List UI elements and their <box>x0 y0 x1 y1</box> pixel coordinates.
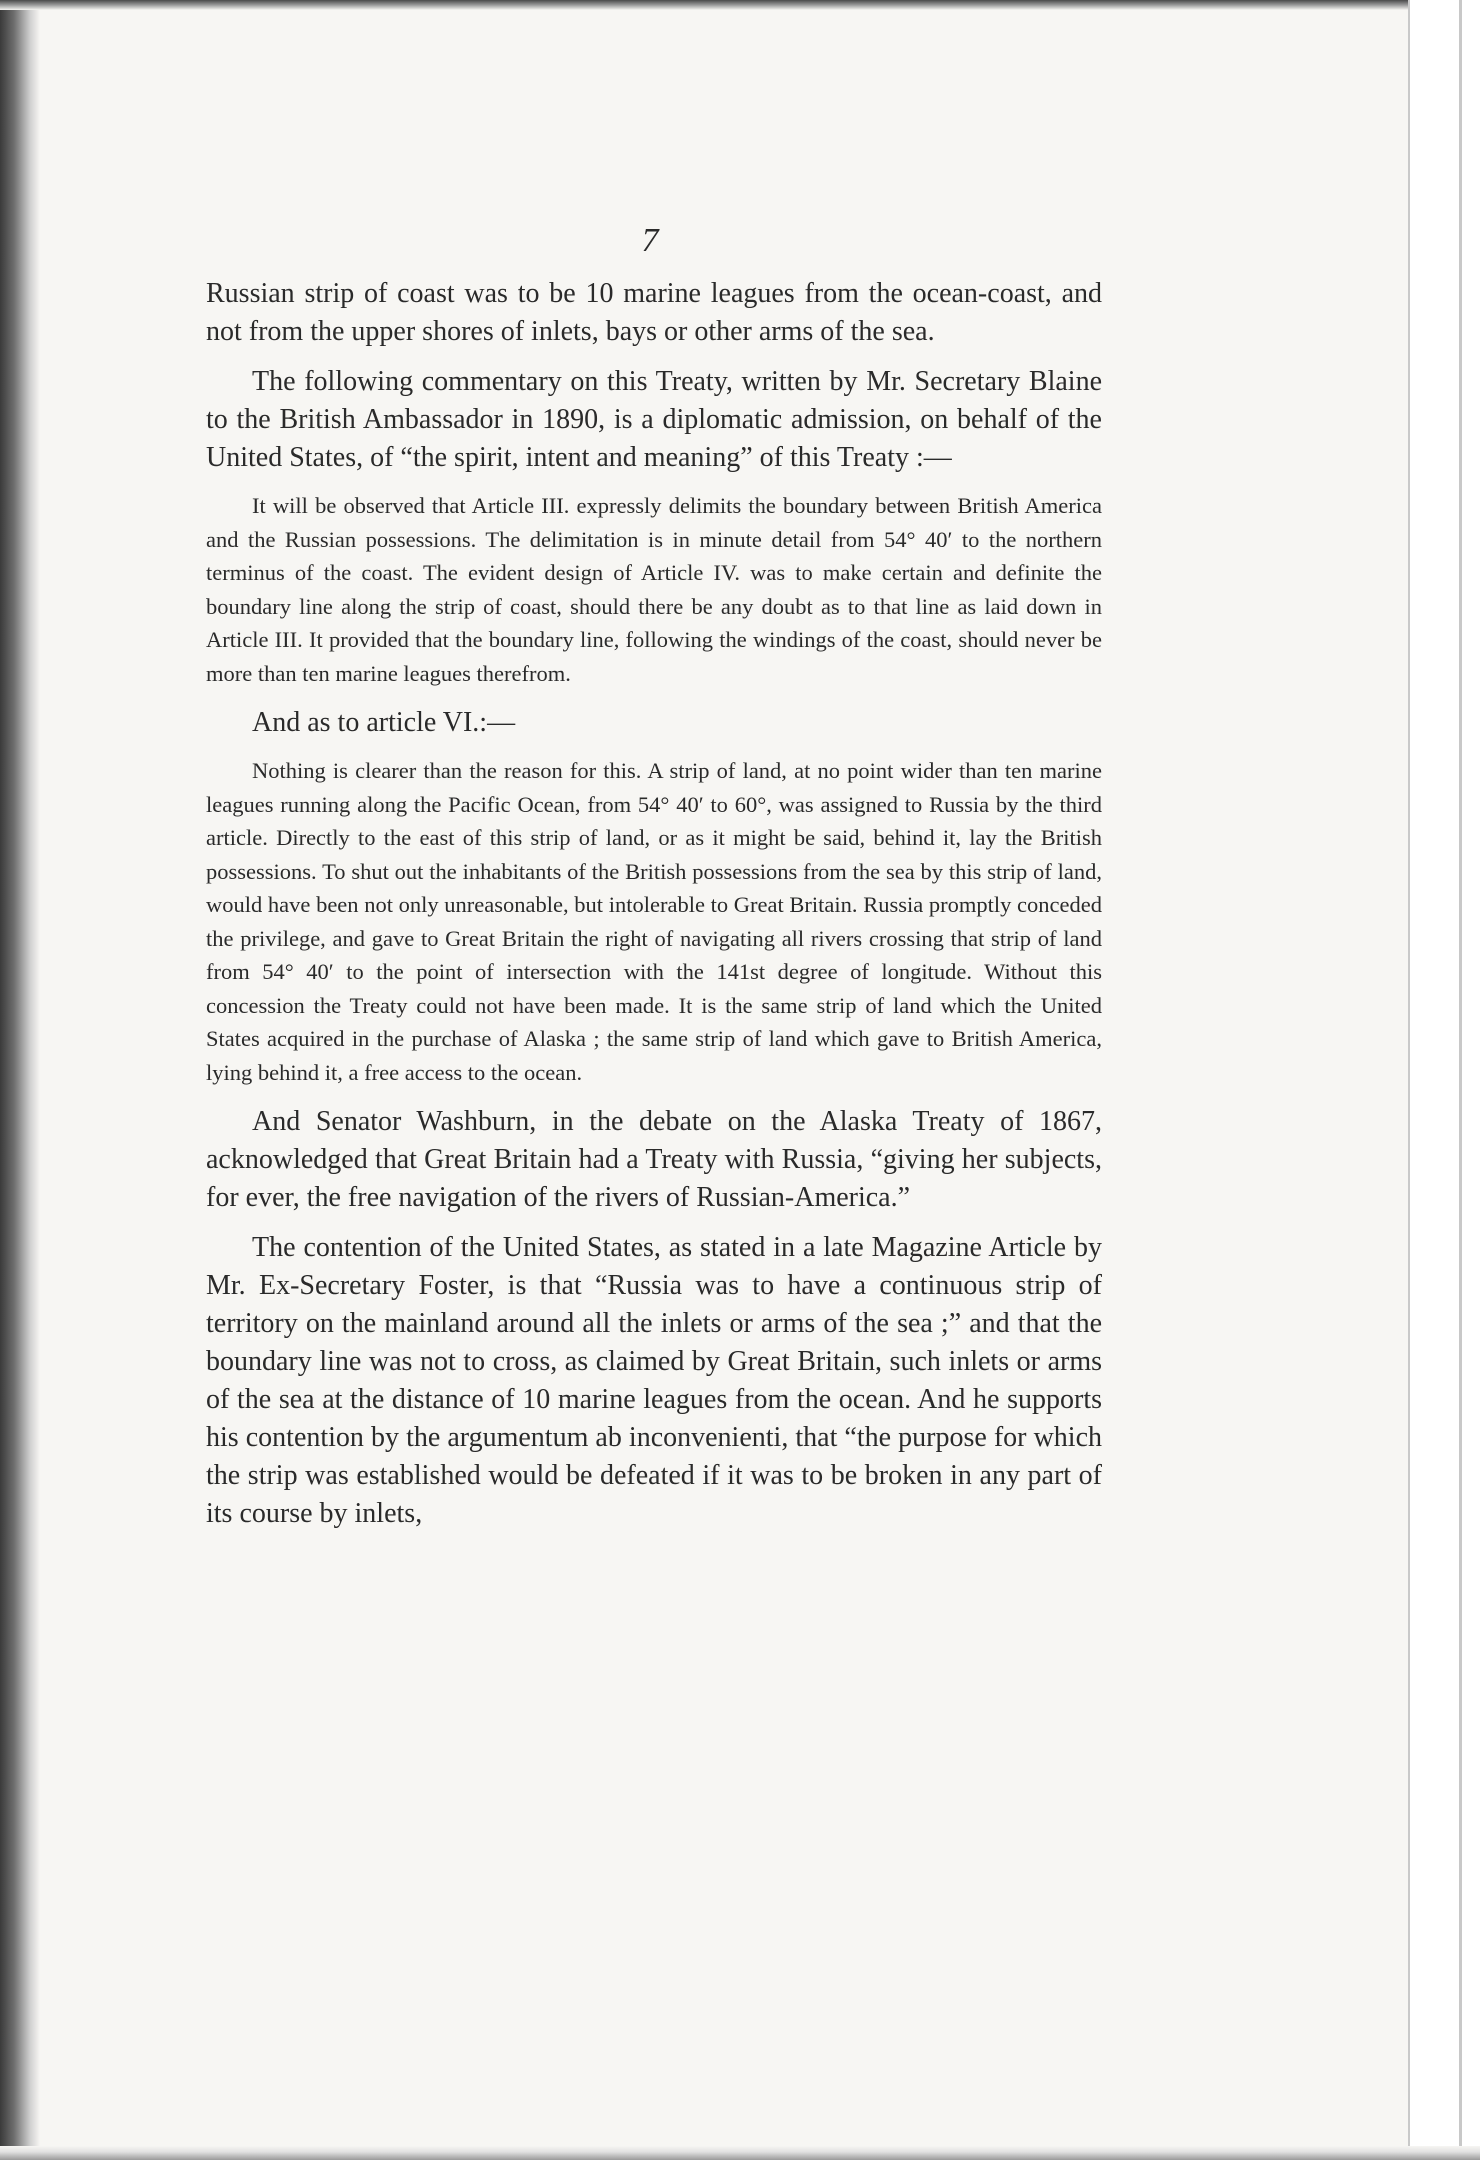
paragraph-blaine-commentary: The following commentary on this Treaty, written by Mr. Secretary Blaine to the British Ambassador in 1890, is a diplomatic admission, on behalf of the United States, of “the spirit, intent and meaning” of this Treaty :— <box>206 366 1102 473</box>
quote-article-six: Nothing is clearer than the reason for this. A strip of land, at no point wider than ten marine leagues running along the Pacific Ocean, from 54° 40′ to 60°, was assigned to Russia by the third article. Directly to the east of this strip of land, or as it might be said, behind it, lay the British possessions. To shut out the inhabitants of the British possessions from the sea by this strip of land, would have been not only unreasonable, but intolerable to Great Britain. Russia promptly conceded the privilege, and gave to Great Britain the right of navigating all rivers crossing that strip of land from 54° 40′ to the point of intersection with the 141st degree of longitude. Without this concession the Treaty could not have been made. It is the same strip of land which the United States acquired in the purchase of Alaska ; the same strip of land which gave to British America, lying behind it, a free access to the ocean. <box>206 758 1102 1085</box>
paragraph-article-six-intro: And as to article VI.:— <box>252 707 516 738</box>
quote-article-three: It will be observed that Article III. expressly delimits the boundary between British America and the Russian possessions. The delimitation is in minute detail from 54° 40′ to the northern terminus of the coast. The evident design of Article IV. was to make certain and definite the boundary line along the strip of coast, should there be any doubt as to that line as laid down in Article III. It provided that the boundary line, following the windings of the coast, should never be more than ten marine leagues therefrom. <box>206 493 1102 686</box>
page-body <box>206 275 1102 1545</box>
paragraph-us-contention: The contention of the United States, as stated in a late Magazine Article by Mr. Ex-Secretary Foster, is that “Russia was to have a continuous strip of territory on the mainland around all the inlets or arms of the sea ;” and that the boundary line was not to cross, as claimed by Great Britain, such inlets or arms of the sea at the distance of 10 marine leagues from the ocean. And he supports his contention by the argumentum ab inconvenienti, that “the purpose for which the strip was established would be defeated if it was to be broken in any part of its course by inlets, <box>206 1232 1102 1529</box>
bottom-page-edge <box>0 2146 1480 2160</box>
page-number: 7 <box>641 222 659 259</box>
top-page-edge <box>0 0 1480 10</box>
paragraph-senator-washburn: And Senator Washburn, in the debate on the Alaska Treaty of 1867, acknowledged that Great Britain had a Treaty with Russia, “giving her subjects, for ever, the free navigation of the rivers of Russian-America.” <box>206 1106 1102 1213</box>
right-page-margin <box>1408 0 1480 2160</box>
right-page-edge-line <box>1459 0 1462 2160</box>
paragraph-continuation: Russian strip of coast was to be 10 marine leagues from the ocean-coast, and not from the upper shores of inlets, bays or other arms of the sea. <box>206 278 1102 347</box>
book-spine-shadow <box>0 0 40 2160</box>
